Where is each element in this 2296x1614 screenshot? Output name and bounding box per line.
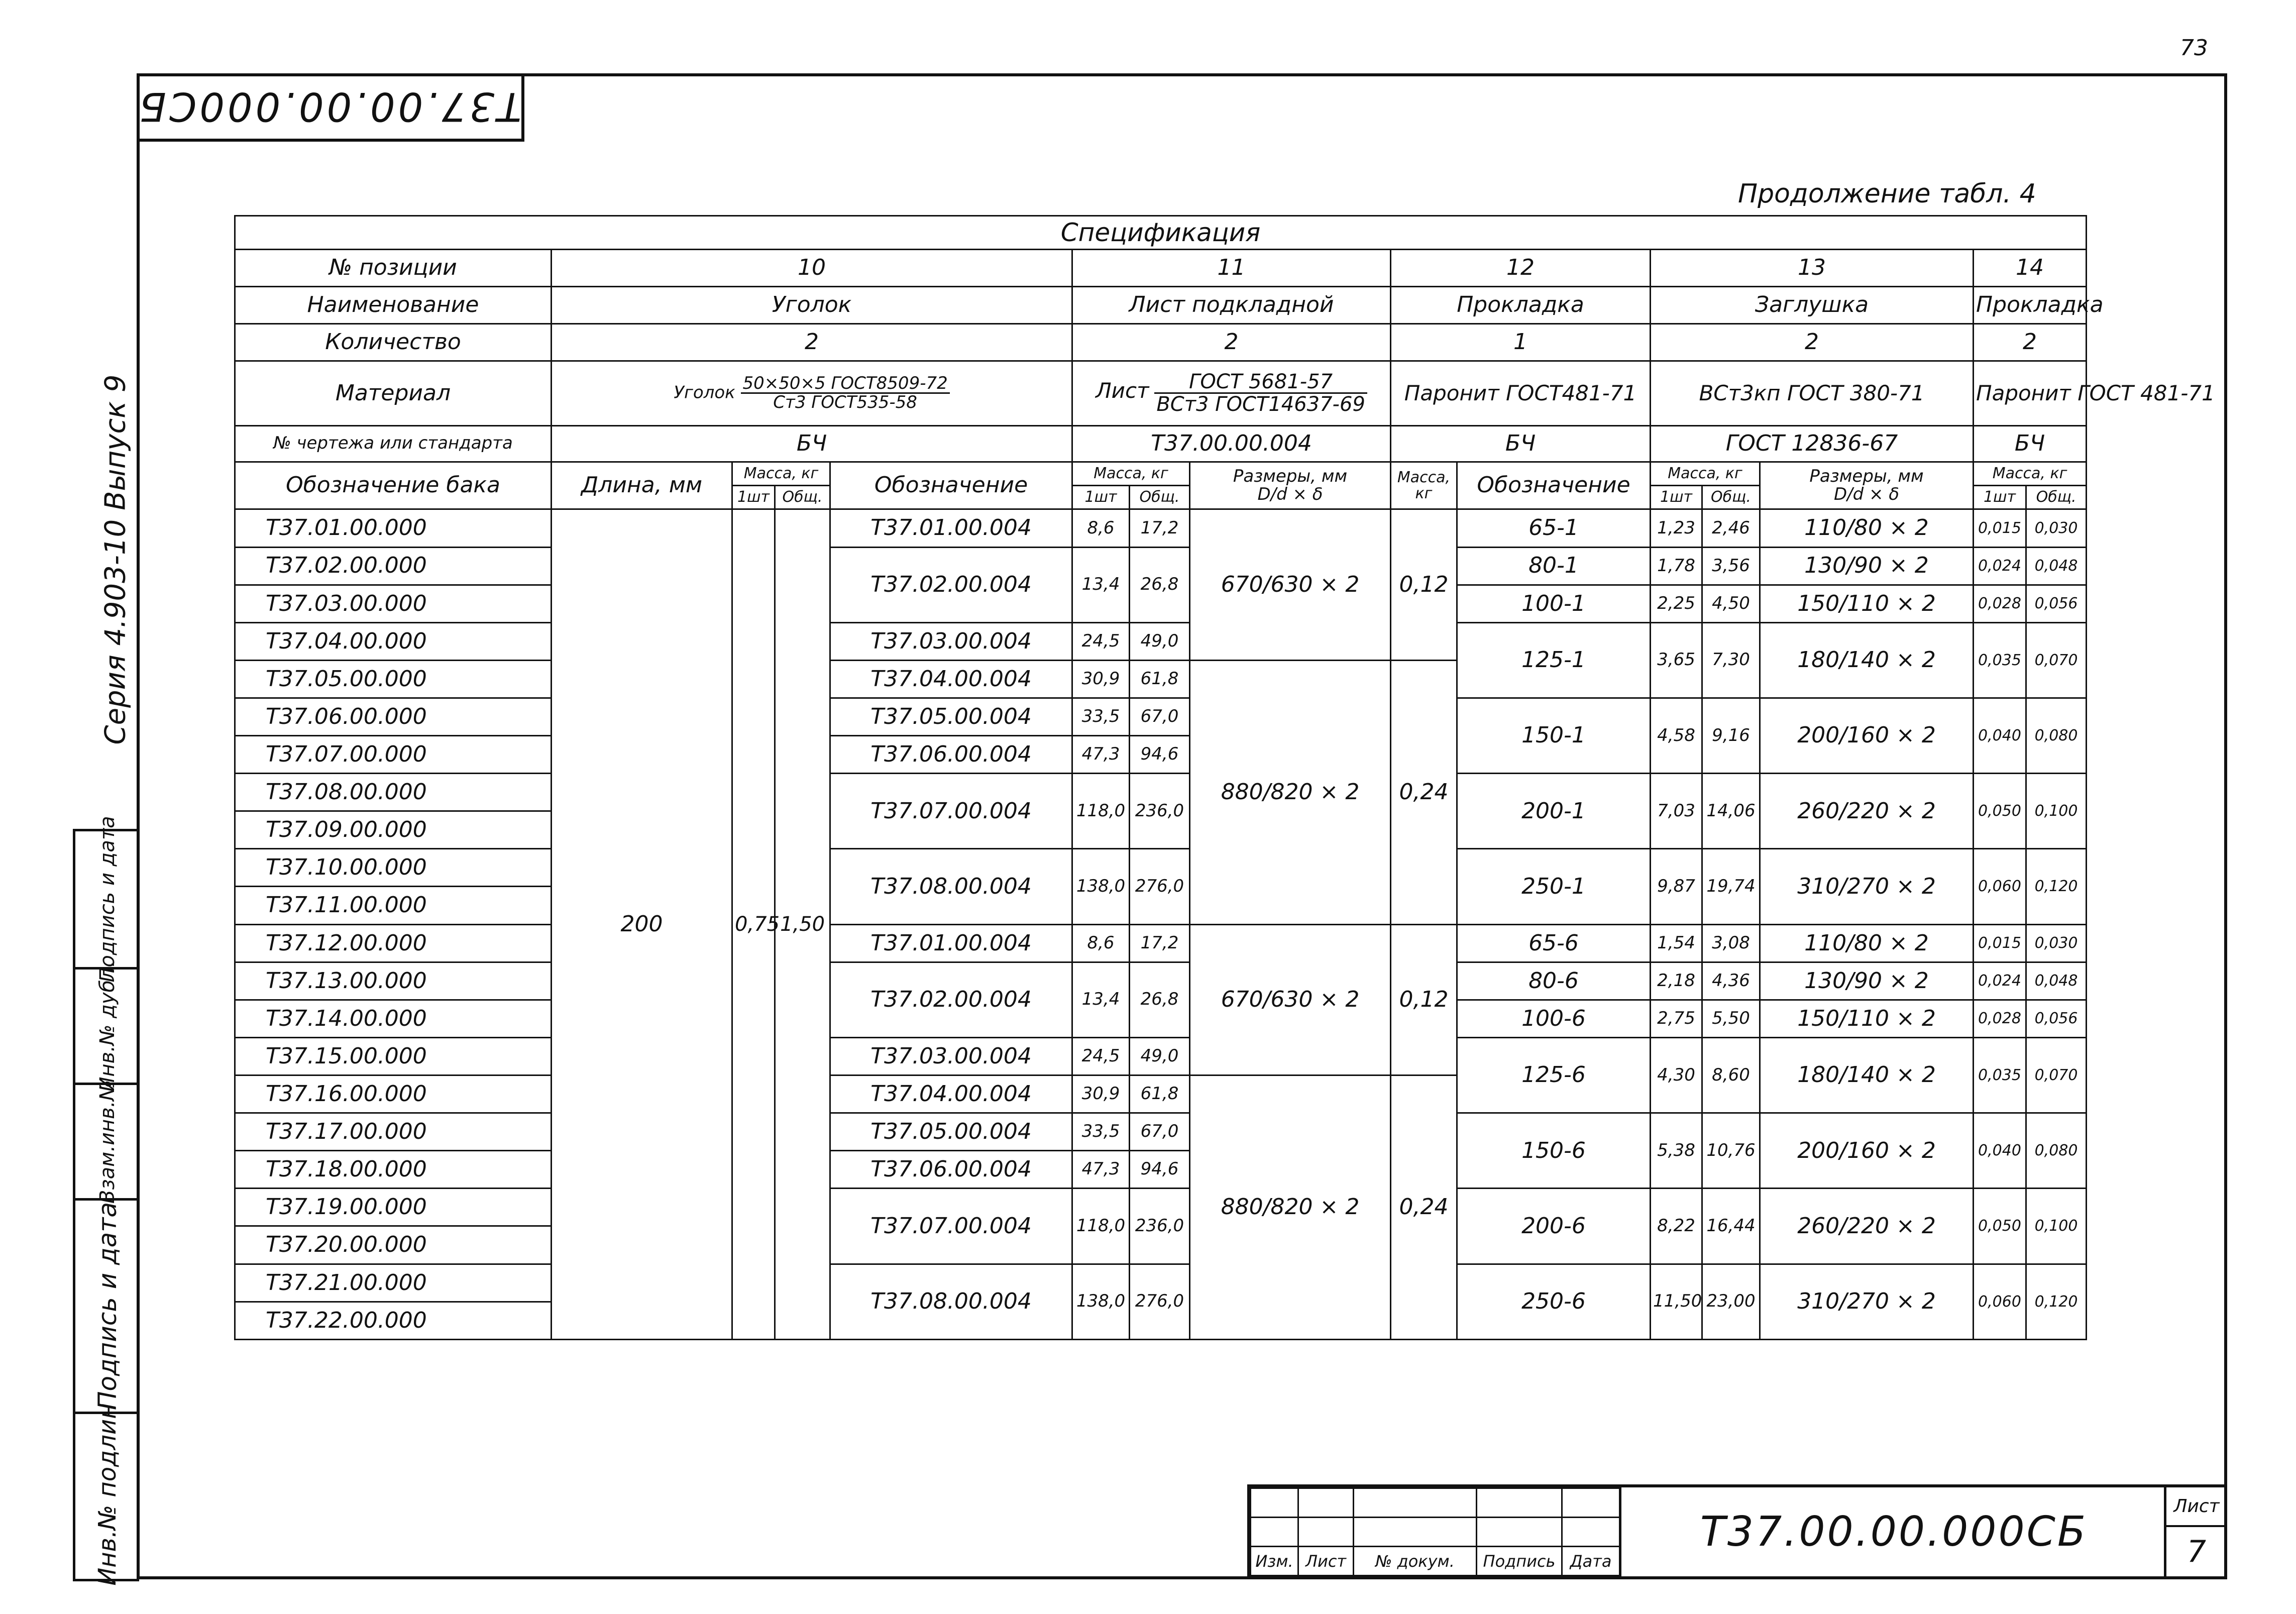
sheet-code: Т37.02.00.004 bbox=[830, 962, 1072, 1037]
material-11-top: ГОСТ 5681-57 bbox=[1154, 371, 1367, 394]
drawing-12: БЧ bbox=[1391, 425, 1651, 462]
label-mass-14: Масса, кг bbox=[1974, 462, 2087, 485]
sheet-mass-one: 24,5 bbox=[1072, 1037, 1130, 1075]
side-cell-5 bbox=[75, 1403, 139, 1586]
angle-mass-total: 1,50 bbox=[775, 509, 830, 1340]
material-11-fraction bbox=[1154, 371, 1367, 415]
tb-label-sheet: Лист bbox=[1298, 1547, 1354, 1576]
sheet-mass-one: 47,3 bbox=[1072, 1151, 1130, 1189]
tank-row: Т37.16.00.000 bbox=[235, 1075, 552, 1113]
side-label-1: Инв.№ подлин bbox=[93, 1403, 122, 1586]
sheet-mass-total: 67,0 bbox=[1130, 1113, 1190, 1151]
material-11-prefix: Лист bbox=[1096, 378, 1149, 403]
sheet-code: Т37.01.00.004 bbox=[830, 509, 1072, 547]
tank-row: Т37.09.00.000 bbox=[235, 811, 552, 849]
spec-title: Спецификация bbox=[235, 216, 2087, 250]
label-mass-total-11: Общ. bbox=[1130, 486, 1190, 509]
tank-row: Т37.07.00.000 bbox=[235, 736, 552, 774]
specification-table bbox=[234, 215, 2215, 1340]
material-10-fraction bbox=[741, 375, 950, 412]
tank-row: Т37.17.00.000 bbox=[235, 1113, 552, 1151]
title-block bbox=[1247, 1484, 2224, 1576]
label-dims-14-formula: D/d × δ bbox=[1833, 484, 1900, 504]
sheet-mass-total: 49,0 bbox=[1130, 1037, 1190, 1075]
gasket14-mass-total: 0,056 bbox=[2026, 585, 2087, 622]
tank-row: Т37.01.00.000 bbox=[235, 509, 552, 547]
tank-row: Т37.06.00.000 bbox=[235, 698, 552, 735]
tank-row: Т37.10.00.000 bbox=[235, 849, 552, 887]
gasket14-size: 310/270 × 2 bbox=[1760, 1264, 1974, 1339]
series-label: Серия 4.903-10 Выпуск 9 bbox=[99, 374, 132, 745]
plug-mass-total: 16,44 bbox=[1702, 1189, 1760, 1264]
label-mass-11: Масса, кг bbox=[1072, 462, 1190, 485]
plug-mass-total: 3,56 bbox=[1702, 547, 1760, 585]
gasket14-size: 180/140 × 2 bbox=[1760, 622, 1974, 698]
sheet-mass-one: 13,4 bbox=[1072, 962, 1130, 1037]
gasket14-mass-total: 0,120 bbox=[2026, 849, 2087, 924]
side-label-3: Взам.инв.№ bbox=[95, 1080, 119, 1204]
gasket14-mass-total: 0,030 bbox=[2026, 924, 2087, 962]
label-mass-one-10: 1шт bbox=[732, 486, 775, 509]
gasket14-size: 200/160 × 2 bbox=[1760, 698, 1974, 773]
label-dims-12 bbox=[1190, 462, 1391, 509]
sheet-mass-total: 94,6 bbox=[1130, 1151, 1190, 1189]
sheet-code: Т37.04.00.004 bbox=[830, 660, 1072, 698]
sheet-label: Лист bbox=[2166, 1487, 2227, 1527]
gasket14-size: 110/80 × 2 bbox=[1760, 509, 1974, 547]
gasket14-mass-total: 0,100 bbox=[2026, 1189, 2087, 1264]
gasket14-mass-total: 0,070 bbox=[2026, 1037, 2087, 1113]
sheet-code: Т37.07.00.004 bbox=[830, 774, 1072, 849]
material-10-bottom: Ст3 ГОСТ535-58 bbox=[773, 392, 917, 413]
label-mass-total-10: Общ. bbox=[775, 486, 830, 509]
gasket14-mass-one: 0,024 bbox=[1974, 547, 2026, 585]
gasket14-mass-total: 0,056 bbox=[2026, 1000, 2087, 1037]
label-tank-designation: Обозначение бака bbox=[235, 462, 552, 509]
gasket14-mass-total: 0,070 bbox=[2026, 622, 2087, 698]
gasket14-mass-one: 0,035 bbox=[1974, 1037, 2026, 1113]
gasket14-mass-one: 0,060 bbox=[1974, 1264, 2026, 1339]
angle-mass-one: 0,75 bbox=[732, 509, 775, 1340]
gasket14-size: 110/80 × 2 bbox=[1760, 924, 1974, 962]
gasket14-mass-one: 0,024 bbox=[1974, 962, 2026, 1000]
gasket14-mass-total: 0,030 bbox=[2026, 509, 2087, 547]
sheet-mass-total: 236,0 bbox=[1130, 774, 1190, 849]
material-11-bottom: ВСт3 ГОСТ14637-69 bbox=[1156, 393, 1365, 416]
tank-row: Т37.15.00.000 bbox=[235, 1037, 552, 1075]
tank-row: Т37.04.00.000 bbox=[235, 622, 552, 660]
side-cell-3 bbox=[75, 1080, 139, 1204]
gasket14-mass-total: 0,120 bbox=[2026, 1264, 2087, 1339]
sheet-code: Т37.07.00.004 bbox=[830, 1189, 1072, 1264]
plug-mass-total: 14,06 bbox=[1702, 774, 1760, 849]
material-14: Паронит ГОСТ 481-71 bbox=[1974, 361, 2087, 426]
plug-mass-one: 1,23 bbox=[1651, 509, 1702, 547]
plug-code: 100-1 bbox=[1457, 585, 1651, 622]
label-dims-14 bbox=[1760, 462, 1974, 509]
side-cell-1 bbox=[75, 816, 139, 983]
gasket14-size: 260/220 × 2 bbox=[1760, 774, 1974, 849]
gasket12-size: 880/820 × 2 bbox=[1190, 660, 1391, 924]
plug-mass-one: 9,87 bbox=[1651, 849, 1702, 924]
drawing-11: Т37.00.00.004 bbox=[1072, 425, 1391, 462]
sheet-code: Т37.08.00.004 bbox=[830, 849, 1072, 924]
gasket14-size: 310/270 × 2 bbox=[1760, 849, 1974, 924]
tank-row: Т37.20.00.000 bbox=[235, 1226, 552, 1264]
sheet-mass-total: 49,0 bbox=[1130, 622, 1190, 660]
sheet-mass-total: 26,8 bbox=[1130, 962, 1190, 1037]
gasket14-mass-one: 0,040 bbox=[1974, 698, 2026, 773]
side-cell-2 bbox=[75, 960, 139, 1092]
sheet-code: Т37.05.00.004 bbox=[830, 1113, 1072, 1151]
material-10 bbox=[552, 361, 1072, 426]
gasket14-mass-total: 0,080 bbox=[2026, 698, 2087, 773]
plug-code: 150-1 bbox=[1457, 698, 1651, 773]
sheet-mass-one: 47,3 bbox=[1072, 736, 1130, 774]
gasket14-size: 150/110 × 2 bbox=[1760, 585, 1974, 622]
gasket14-mass-total: 0,100 bbox=[2026, 774, 2087, 849]
sheet-mass-one: 24,5 bbox=[1072, 622, 1130, 660]
continuation-note: Продолжение табл. 4 bbox=[1738, 179, 2036, 209]
plug-mass-total: 9,16 bbox=[1702, 698, 1760, 773]
name-10: Уголок bbox=[552, 286, 1072, 324]
sheet-mass-total: 17,2 bbox=[1130, 924, 1190, 962]
gasket14-size: 180/140 × 2 bbox=[1760, 1037, 1974, 1113]
plug-code: 80-1 bbox=[1457, 547, 1651, 585]
label-name: Наименование bbox=[235, 286, 552, 324]
tank-row: Т37.22.00.000 bbox=[235, 1302, 552, 1339]
plug-code: 125-6 bbox=[1457, 1037, 1651, 1113]
plug-mass-total: 19,74 bbox=[1702, 849, 1760, 924]
sheet-code: Т37.08.00.004 bbox=[830, 1264, 1072, 1339]
angle-length: 200 bbox=[552, 509, 732, 1340]
plug-mass-one: 8,22 bbox=[1651, 1189, 1702, 1264]
quantity-14: 2 bbox=[1974, 324, 2087, 361]
plug-code: 250-6 bbox=[1457, 1264, 1651, 1339]
label-dims-14-text: Размеры, мм bbox=[1809, 466, 1924, 486]
sheet-code: Т37.03.00.004 bbox=[830, 622, 1072, 660]
plug-code: 100-6 bbox=[1457, 1000, 1651, 1037]
sheet-mass-one: 13,4 bbox=[1072, 547, 1130, 622]
quantity-11: 2 bbox=[1072, 324, 1391, 361]
sheet-mass-total: 276,0 bbox=[1130, 849, 1190, 924]
side-label-5: Подпись и дата bbox=[95, 816, 119, 983]
sheet-code: Т37.03.00.004 bbox=[830, 1037, 1072, 1075]
label-dims-12-text: Размеры, мм bbox=[1233, 466, 1348, 486]
plug-mass-one: 7,03 bbox=[1651, 774, 1702, 849]
sheet-mass-total: 61,8 bbox=[1130, 1075, 1190, 1113]
label-mass-one-14: 1шт bbox=[1974, 486, 2026, 509]
gasket12-size: 880/820 × 2 bbox=[1190, 1075, 1391, 1340]
material-12: Паронит ГОСТ481-71 bbox=[1391, 361, 1651, 426]
position-10: 10 bbox=[552, 249, 1072, 286]
revision-grid bbox=[1250, 1487, 1620, 1576]
position-11: 11 bbox=[1072, 249, 1391, 286]
label-quantity: Количество bbox=[235, 324, 552, 361]
top-stamp-code: Т37.00.00.000СБ bbox=[136, 83, 521, 129]
name-13: Заглушка bbox=[1651, 286, 1974, 324]
sheet-mass-one: 8,6 bbox=[1072, 924, 1130, 962]
quantity-13: 2 bbox=[1651, 324, 1974, 361]
gasket12-mass: 0,12 bbox=[1391, 924, 1457, 1075]
gasket14-size: 260/220 × 2 bbox=[1760, 1189, 1974, 1264]
plug-mass-total: 4,36 bbox=[1702, 962, 1760, 1000]
side-cell-4 bbox=[75, 1201, 139, 1414]
sheet-mass-one: 33,5 bbox=[1072, 1113, 1130, 1151]
sheet-mass-one: 30,9 bbox=[1072, 1075, 1130, 1113]
page-number: 73 bbox=[2180, 35, 2208, 61]
tank-row: Т37.13.00.000 bbox=[235, 962, 552, 1000]
sheet-mass-total: 94,6 bbox=[1130, 736, 1190, 774]
sheet-mass-one: 118,0 bbox=[1072, 1189, 1130, 1264]
plug-code: 80-6 bbox=[1457, 962, 1651, 1000]
sheet-mass-one: 118,0 bbox=[1072, 774, 1130, 849]
sheet-code: Т37.02.00.004 bbox=[830, 547, 1072, 622]
gasket14-size: 130/90 × 2 bbox=[1760, 962, 1974, 1000]
plug-code: 200-6 bbox=[1457, 1189, 1651, 1264]
quantity-12: 1 bbox=[1391, 324, 1651, 361]
tank-row: Т37.08.00.000 bbox=[235, 774, 552, 811]
label-position: № позиции bbox=[235, 249, 552, 286]
sheet-code: Т37.04.00.004 bbox=[830, 1075, 1072, 1113]
side-label-2: Подпись и дата bbox=[92, 1202, 122, 1411]
plug-mass-total: 8,60 bbox=[1702, 1037, 1760, 1113]
side-stamp bbox=[73, 816, 139, 1586]
gasket14-mass-total: 0,048 bbox=[2026, 547, 2087, 585]
label-material: Материал bbox=[235, 361, 552, 426]
sheet-mass-one: 30,9 bbox=[1072, 660, 1130, 698]
label-dims-12-formula: D/d × δ bbox=[1257, 484, 1323, 504]
plug-code: 65-6 bbox=[1457, 924, 1651, 962]
sheet-mass-one: 33,5 bbox=[1072, 698, 1130, 735]
gasket14-mass-one: 0,035 bbox=[1974, 622, 2026, 698]
gasket14-mass-one: 0,040 bbox=[1974, 1113, 2026, 1189]
sheet-mass-one: 138,0 bbox=[1072, 1264, 1130, 1339]
material-13: ВСт3кп ГОСТ 380-71 bbox=[1651, 361, 1974, 426]
sheet-mass-total: 17,2 bbox=[1130, 509, 1190, 547]
plug-code: 150-6 bbox=[1457, 1113, 1651, 1189]
label-mass-13: Масса, кг bbox=[1651, 462, 1760, 485]
gasket12-size: 670/630 × 2 bbox=[1190, 924, 1391, 1075]
tank-row: Т37.05.00.000 bbox=[235, 660, 552, 698]
plug-mass-total: 3,08 bbox=[1702, 924, 1760, 962]
plug-code: 250-1 bbox=[1457, 849, 1651, 924]
plug-mass-one: 2,18 bbox=[1651, 962, 1702, 1000]
tank-row: Т37.19.00.000 bbox=[235, 1189, 552, 1226]
label-mass-one-11: 1шт bbox=[1072, 486, 1130, 509]
plug-mass-one: 5,38 bbox=[1651, 1113, 1702, 1189]
sheet-code: Т37.06.00.004 bbox=[830, 736, 1072, 774]
label-mass-one-13: 1шт bbox=[1651, 486, 1702, 509]
gasket14-mass-one: 0,028 bbox=[1974, 585, 2026, 622]
gasket12-size: 670/630 × 2 bbox=[1190, 509, 1391, 660]
label-mass-total-13: Общ. bbox=[1702, 486, 1760, 509]
gasket14-size: 150/110 × 2 bbox=[1760, 1000, 1974, 1037]
sheet-mass-total: 276,0 bbox=[1130, 1264, 1190, 1339]
plug-mass-total: 5,50 bbox=[1702, 1000, 1760, 1037]
gasket14-mass-total: 0,048 bbox=[2026, 962, 2087, 1000]
label-drawing: № чертежа или стандарта bbox=[235, 425, 552, 462]
gasket14-mass-one: 0,050 bbox=[1974, 1189, 2026, 1264]
sheet-mass-one: 8,6 bbox=[1072, 509, 1130, 547]
plug-mass-total: 2,46 bbox=[1702, 509, 1760, 547]
position-14: 14 bbox=[1974, 249, 2087, 286]
tank-row: Т37.02.00.000 bbox=[235, 547, 552, 585]
sheet-mass-one: 138,0 bbox=[1072, 849, 1130, 924]
tank-row: Т37.12.00.000 bbox=[235, 924, 552, 962]
sheet-mass-total: 61,8 bbox=[1130, 660, 1190, 698]
sheet-mass-total: 26,8 bbox=[1130, 547, 1190, 622]
gasket14-mass-total: 0,080 bbox=[2026, 1113, 2087, 1189]
title-block-code: Т37.00.00.000СБ bbox=[1619, 1487, 2166, 1576]
plug-mass-total: 4,50 bbox=[1702, 585, 1760, 622]
label-mass-12: Масса, кг bbox=[1391, 462, 1457, 509]
label-designation-13: Обозначение bbox=[1457, 462, 1651, 509]
position-12: 12 bbox=[1391, 249, 1651, 286]
tb-label-date: Дата bbox=[1562, 1547, 1620, 1576]
label-length: Длина, мм bbox=[552, 462, 732, 509]
tank-row: Т37.21.00.000 bbox=[235, 1264, 552, 1302]
plug-mass-one: 3,65 bbox=[1651, 622, 1702, 698]
tank-row: Т37.14.00.000 bbox=[235, 1000, 552, 1037]
plug-mass-one: 4,58 bbox=[1651, 698, 1702, 773]
gasket14-mass-one: 0,050 bbox=[1974, 774, 2026, 849]
label-mass-total-14: Общ. bbox=[2026, 486, 2087, 509]
drawing-14: БЧ bbox=[1974, 425, 2087, 462]
gasket14-mass-one: 0,028 bbox=[1974, 1000, 2026, 1037]
quantity-10: 2 bbox=[552, 324, 1072, 361]
tank-row: Т37.11.00.000 bbox=[235, 887, 552, 924]
drawing-13: ГОСТ 12836-67 bbox=[1651, 425, 1974, 462]
gasket12-mass: 0,24 bbox=[1391, 1075, 1457, 1340]
sheet-number: 7 bbox=[2186, 1534, 2207, 1569]
gasket12-mass: 0,24 bbox=[1391, 660, 1457, 924]
plug-mass-one: 4,30 bbox=[1651, 1037, 1702, 1113]
material-10-top: 50×50×5 ГОСТ8509-72 bbox=[741, 375, 950, 394]
sheet-code: Т37.01.00.004 bbox=[830, 924, 1072, 962]
gasket14-mass-one: 0,015 bbox=[1974, 509, 2026, 547]
gasket14-mass-one: 0,060 bbox=[1974, 849, 2026, 924]
side-label-4: Инв.№ дубл. bbox=[95, 960, 119, 1092]
label-mass-10: Масса, кг bbox=[732, 462, 830, 485]
plug-mass-one: 2,75 bbox=[1651, 1000, 1702, 1037]
label-designation-11: Обозначение bbox=[830, 462, 1072, 509]
sheet-mass-total: 67,0 bbox=[1130, 698, 1190, 735]
plug-mass-one: 1,78 bbox=[1651, 547, 1702, 585]
sheet-box bbox=[2164, 1487, 2227, 1576]
position-13: 13 bbox=[1651, 249, 1974, 286]
plug-code: 125-1 bbox=[1457, 622, 1651, 698]
plug-mass-total: 23,00 bbox=[1702, 1264, 1760, 1339]
tb-label-signature: Подпись bbox=[1477, 1547, 1562, 1576]
material-10-prefix: Уголок bbox=[674, 382, 735, 403]
drawing-10: БЧ bbox=[552, 425, 1072, 462]
gasket14-mass-one: 0,015 bbox=[1974, 924, 2026, 962]
tb-label-doc: № докум. bbox=[1354, 1547, 1477, 1576]
name-11: Лист подкладной bbox=[1072, 286, 1391, 324]
gasket14-size: 130/90 × 2 bbox=[1760, 547, 1974, 585]
plug-mass-one: 2,25 bbox=[1651, 585, 1702, 622]
plug-code: 200-1 bbox=[1457, 774, 1651, 849]
plug-mass-one: 1,54 bbox=[1651, 924, 1702, 962]
plug-mass-total: 7,30 bbox=[1702, 622, 1760, 698]
gasket12-mass: 0,12 bbox=[1391, 509, 1457, 660]
gasket14-size: 200/160 × 2 bbox=[1760, 1113, 1974, 1189]
tank-row: Т37.03.00.000 bbox=[235, 585, 552, 622]
plug-code: 65-1 bbox=[1457, 509, 1651, 547]
sheet-mass-total: 236,0 bbox=[1130, 1189, 1190, 1264]
name-14: Прокладка bbox=[1974, 286, 2087, 324]
top-stamp bbox=[137, 73, 524, 142]
material-11 bbox=[1072, 361, 1391, 426]
name-12: Прокладка bbox=[1391, 286, 1651, 324]
plug-mass-total: 10,76 bbox=[1702, 1113, 1760, 1189]
tb-label-change: Изм. bbox=[1251, 1547, 1298, 1576]
plug-mass-one: 11,50 bbox=[1651, 1264, 1702, 1339]
sheet-code: Т37.06.00.004 bbox=[830, 1151, 1072, 1189]
tank-row: Т37.18.00.000 bbox=[235, 1151, 552, 1189]
sheet-code: Т37.05.00.004 bbox=[830, 698, 1072, 735]
